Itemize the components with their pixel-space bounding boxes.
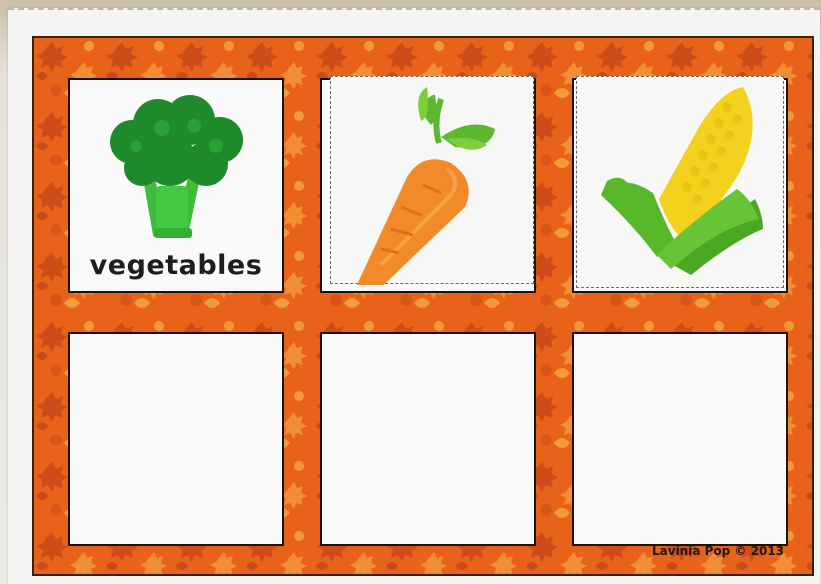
category-cell (68, 78, 284, 293)
worksheet-paper (8, 8, 820, 584)
drop-zone-3[interactable] (572, 332, 788, 546)
drop-zone-2[interactable] (320, 332, 536, 546)
carrot-card[interactable] (330, 76, 534, 284)
card-slot-corn (572, 78, 788, 293)
category-label: vegetables (89, 250, 263, 281)
card-slot-carrot (320, 78, 536, 293)
corn-card[interactable] (576, 76, 784, 288)
corn-icon (577, 77, 785, 289)
broccoli-icon (70, 86, 286, 246)
sorting-board (32, 36, 814, 576)
carrot-icon (331, 77, 535, 285)
copyright-credit: Lavinia Pop © 2013 (652, 544, 784, 558)
drop-zone-1[interactable] (68, 332, 284, 546)
